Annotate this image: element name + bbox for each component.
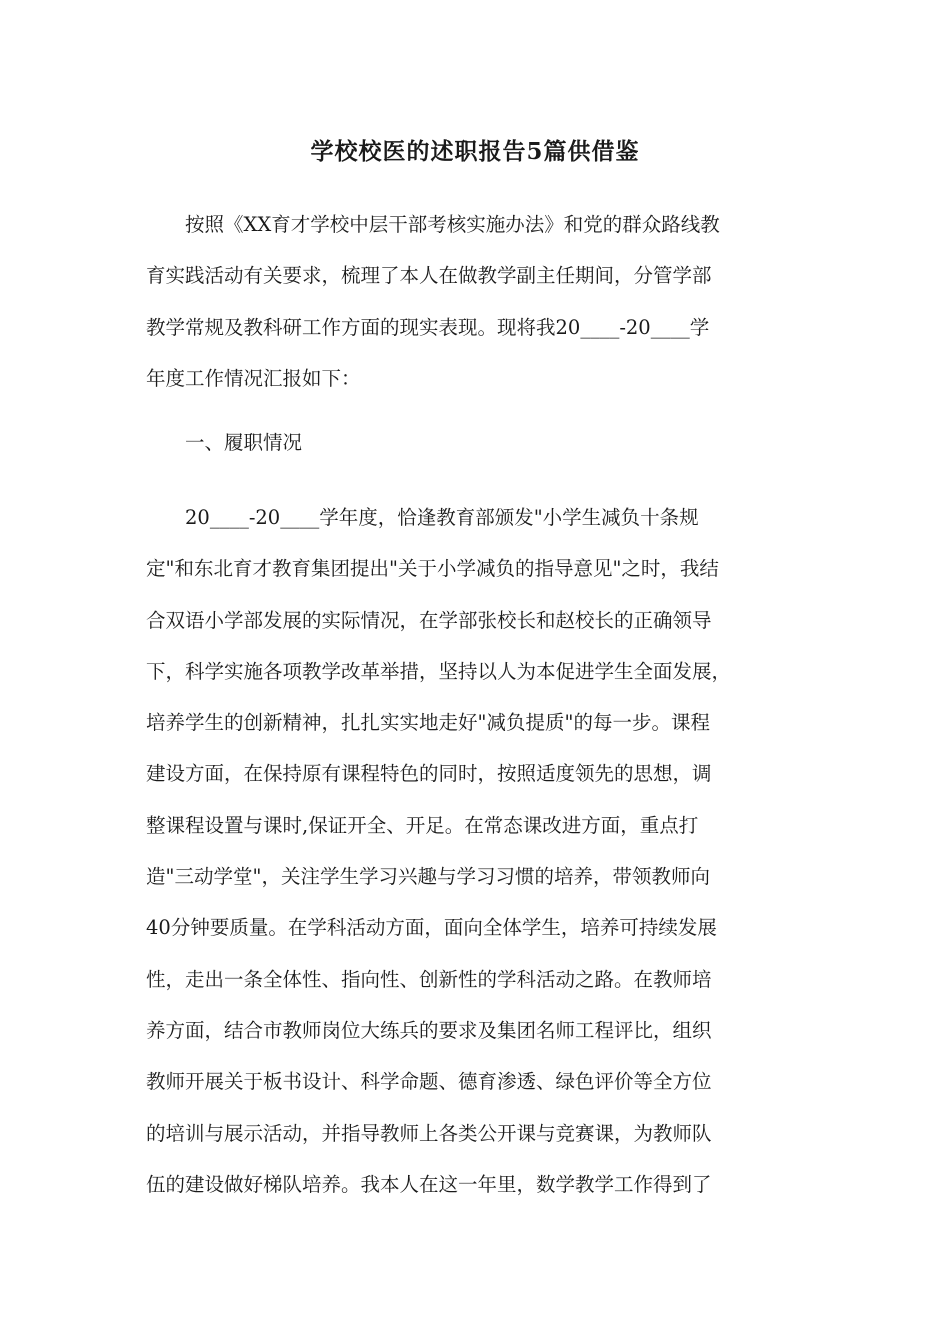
intro-paragraph <box>146 199 810 404</box>
section-heading <box>146 417 810 468</box>
paragraph-line: 的培训与展示活动，并指导教师上各类公开课与竞赛课，为教师队 <box>146 1121 712 1145</box>
paragraph-line: 性，走出一条全体性、指向性、创新性的学科活动之路。在教师培 <box>146 967 712 991</box>
document-title: 学校校医的述职报告5篇供借鉴 <box>310 138 640 165</box>
paragraph-line: 建设方面，在保持原有课程特色的同时，按照适度领先的思想，调 <box>146 762 712 786</box>
paragraph-line: 教学常规及教科研工作方面的现实表现。现将我20____-20____学 <box>146 315 710 339</box>
paragraph-line: 20____-20____学年度，恰逢教育部颁发"小学生减负十条规 <box>185 506 699 529</box>
paragraph-line: 伍的建设做好梯队培养。我本人在这一年里，数学教学工作得到了 <box>146 1172 712 1196</box>
paragraph-line: 育实践活动有关要求，梳理了本人在做教学副主任期间，分管学部 <box>146 264 712 288</box>
paragraph-line: 造"三动学堂"，关注学生学习兴趣与学习习惯的培养，带领教师向 <box>146 865 710 889</box>
paragraph-line: 定"和东北育才教育集团提出"关于小学减负的指导意见"之时，我结 <box>146 557 719 581</box>
paragraph-line: 40分钟要质量。在学科活动方面，面向全体学生，培养可持续发展 <box>146 916 717 940</box>
paragraph-line: 按照《XX育才学校中层干部考核实施办法》和党的群众路线教 <box>185 213 720 236</box>
paragraph-line: 合双语小学部发展的实际情况，在学部张校长和赵校长的正确领导 <box>146 608 712 632</box>
paragraph-line: 下，科学实施各项教学改革举措，坚持以人为本促进学生全面发展， <box>146 659 732 683</box>
paragraph-line: 教师开展关于板书设计、科学命题、德育渗透、绿色评价等全方位 <box>146 1070 712 1094</box>
paragraph-line: 整课程设置与课时,保证开全、开足。在常态课改进方面，重点打 <box>146 813 699 837</box>
body-paragraph <box>146 492 810 1210</box>
paragraph-line: 养方面，结合市教师岗位大练兵的要求及集团名师工程评比，组织 <box>146 1018 712 1042</box>
section-heading-text: 一、履职情况 <box>185 431 303 454</box>
paragraph-line: 年度工作情况汇报如下： <box>146 366 361 390</box>
paragraph-line: 培养学生的创新精神，扎扎实实地走好"减负提质"的每一步。课程 <box>146 711 710 735</box>
